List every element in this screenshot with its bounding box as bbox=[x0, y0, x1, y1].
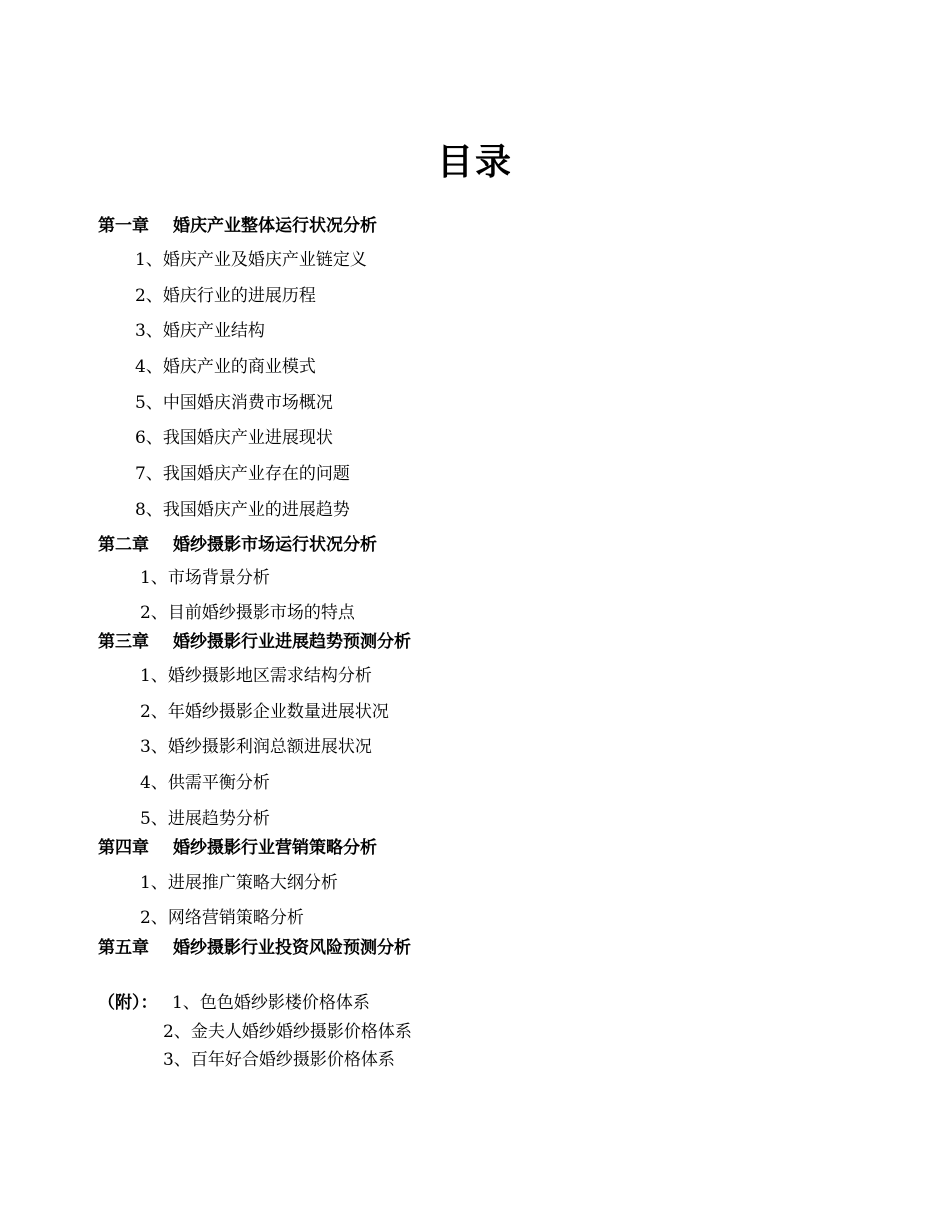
toc-item: 2、婚庆行业的进展历程 bbox=[135, 286, 316, 306]
toc-item: 5、进展趋势分析 bbox=[140, 809, 270, 829]
toc-item: 4、供需平衡分析 bbox=[140, 773, 270, 793]
chapter-heading-1 bbox=[98, 214, 377, 238]
chapter-number: 第一章 bbox=[98, 216, 149, 236]
toc-item: 4、婚庆产业的商业模式 bbox=[135, 357, 316, 377]
toc-item: 3、婚庆产业结构 bbox=[135, 321, 265, 341]
chapter-heading-5 bbox=[98, 936, 411, 960]
chapter-heading-2 bbox=[98, 533, 377, 557]
toc-item: 2、目前婚纱摄影市场的特点 bbox=[140, 603, 355, 623]
chapter-title: 婚庆产业整体运行状况分析 bbox=[173, 216, 377, 236]
toc-item: 2、年婚纱摄影企业数量进展状况 bbox=[140, 702, 389, 722]
toc-item: 1、进展推广策略大纲分析 bbox=[140, 873, 338, 893]
toc-item: 1、婚庆产业及婚庆产业链定义 bbox=[135, 250, 367, 270]
chapter-number: 第二章 bbox=[98, 535, 149, 555]
toc-item: 8、我国婚庆产业的进展趋势 bbox=[135, 500, 350, 520]
page-title: 目录 bbox=[436, 142, 513, 183]
toc-item: 1、婚纱摄影地区需求结构分析 bbox=[140, 666, 372, 686]
chapter-number: 第五章 bbox=[98, 938, 149, 958]
toc-item: 3、婚纱摄影利润总额进展状况 bbox=[140, 737, 372, 757]
toc-item: 5、中国婚庆消费市场概况 bbox=[135, 393, 333, 413]
appendix-item: 2、金夫人婚纱婚纱摄影价格体系 bbox=[163, 1022, 412, 1042]
toc-item: 1、市场背景分析 bbox=[140, 568, 270, 588]
appendix-label: （附）： bbox=[98, 993, 158, 1013]
toc-item: 7、我国婚庆产业存在的问题 bbox=[135, 464, 350, 484]
chapter-title: 婚纱摄影行业投资风险预测分析 bbox=[173, 938, 411, 958]
chapter-title: 婚纱摄影市场运行状况分析 bbox=[173, 535, 377, 555]
chapter-heading-3 bbox=[98, 630, 411, 654]
chapter-heading-4 bbox=[98, 836, 377, 860]
toc-item: 6、我国婚庆产业进展现状 bbox=[135, 428, 333, 448]
appendix-item: 3、百年好合婚纱摄影价格体系 bbox=[163, 1050, 395, 1070]
chapter-number: 第四章 bbox=[98, 838, 149, 858]
chapter-title: 婚纱摄影行业营销策略分析 bbox=[173, 838, 377, 858]
chapter-number: 第三章 bbox=[98, 632, 149, 652]
toc-item: 2、网络营销策略分析 bbox=[140, 908, 304, 928]
chapter-title: 婚纱摄影行业进展趋势预测分析 bbox=[173, 632, 411, 652]
appendix-item: 1、色色婚纱影楼价格体系 bbox=[172, 993, 370, 1013]
